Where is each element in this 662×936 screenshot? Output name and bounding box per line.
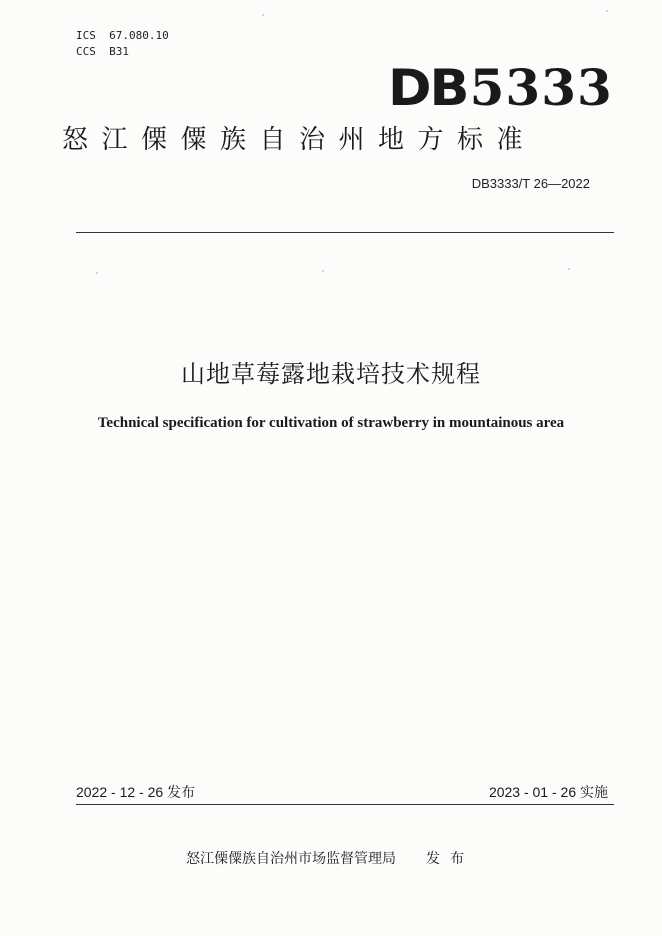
scan-speck: [96, 272, 98, 274]
db-logo-code: 5333: [469, 58, 613, 117]
issue-action: 发布: [426, 851, 474, 867]
top-divider: [76, 232, 614, 233]
issuing-authority: 怒江傈僳族自治州市场监督管理局: [186, 851, 396, 867]
document-title-english: Technical specification for cultivation of strawberry in mountainous area: [97, 415, 565, 431]
scan-speck: [568, 268, 570, 270]
db-logo-prefix: DB: [388, 59, 468, 117]
bottom-divider: [76, 804, 614, 805]
scan-speck: [606, 10, 608, 12]
ics-code: ICS 67.080.10: [76, 29, 169, 42]
scan-speck: [322, 270, 324, 272]
classification-codes: [76, 28, 169, 60]
standard-category-title: 怒江傈僳族自治州地方标准: [62, 125, 537, 155]
release-date: 2022 - 12 - 26 发布: [76, 784, 196, 800]
issuer-line: [186, 848, 474, 868]
date-row: [76, 782, 608, 804]
ccs-code: CCS B31: [76, 45, 129, 58]
standard-number: DB3333/T 26—2022: [471, 176, 590, 191]
db-standard-logo: [388, 58, 613, 117]
document-title-chinese: 山地草莓露地栽培技术规程: [181, 360, 481, 388]
implementation-date: 2023 - 01 - 26 实施: [488, 784, 608, 800]
scan-speck: [262, 14, 264, 16]
